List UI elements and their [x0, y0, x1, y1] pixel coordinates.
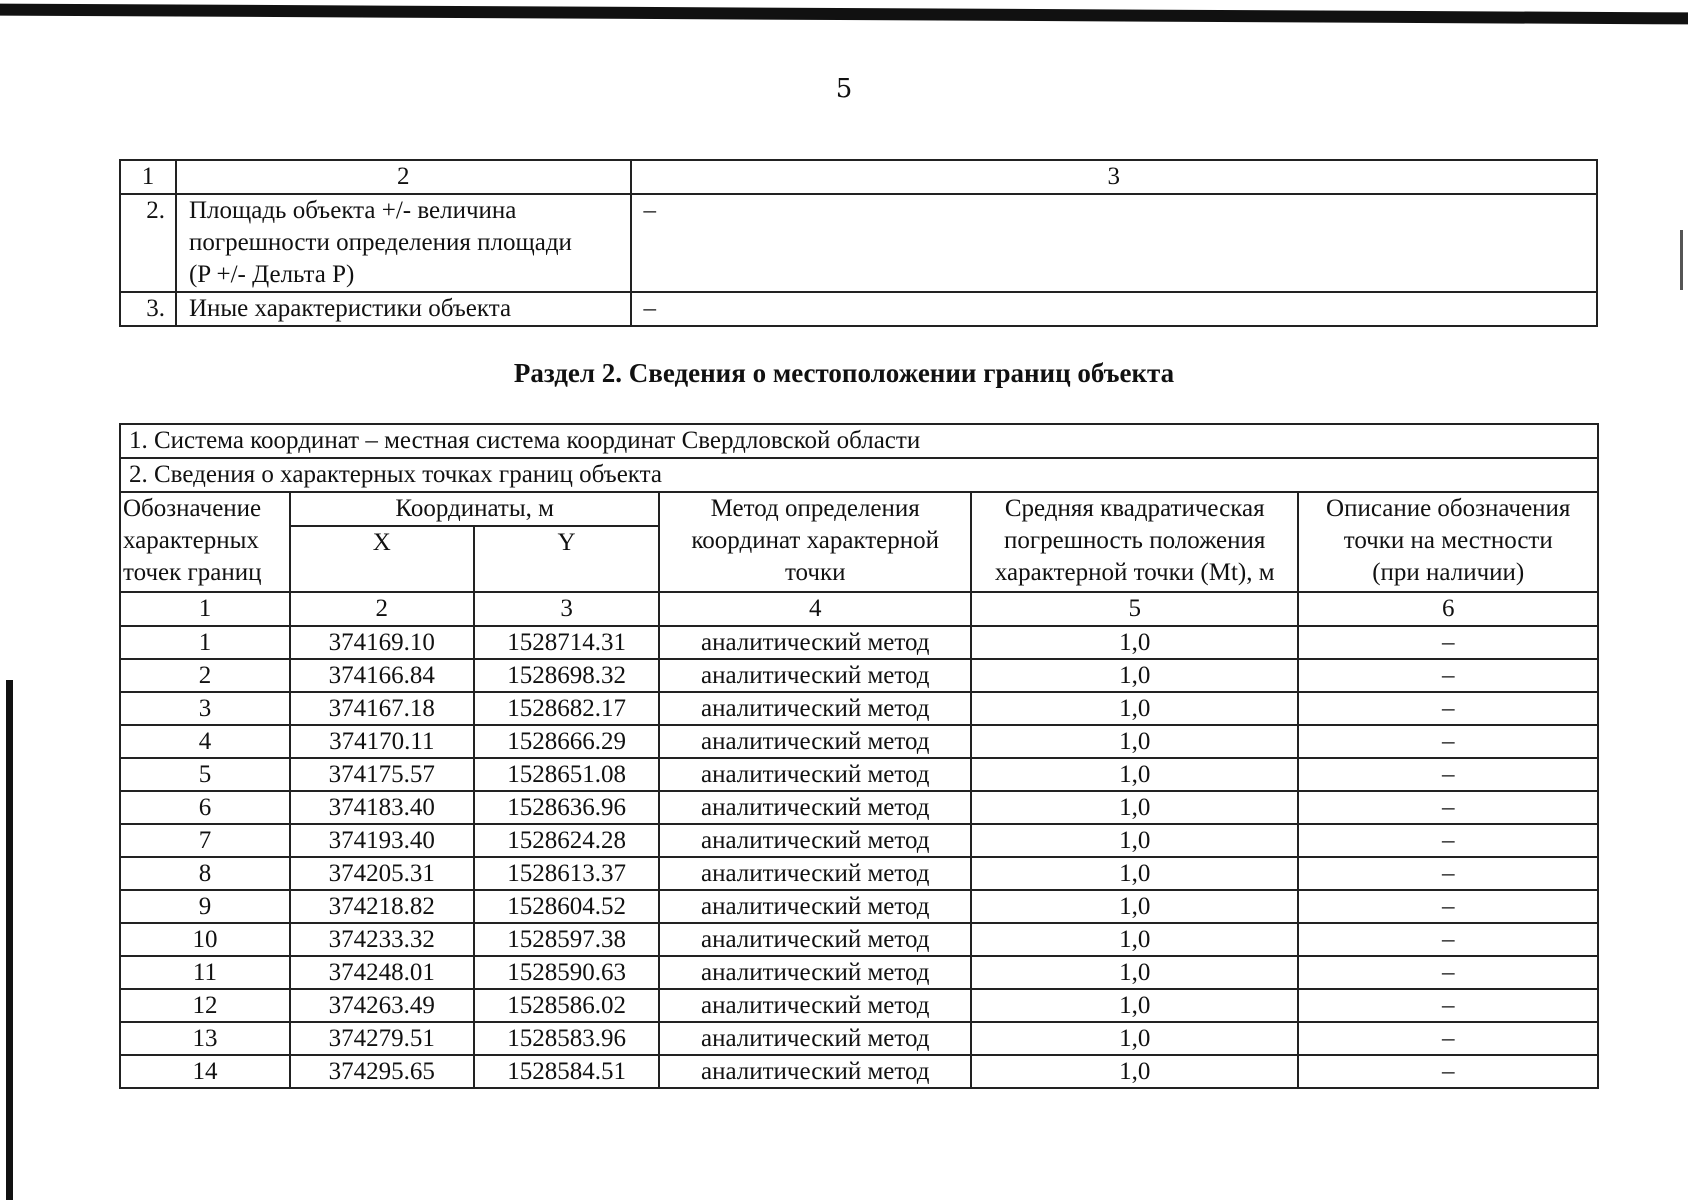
point-description: – — [1298, 626, 1598, 659]
boundary-points-table — [119, 423, 1599, 1089]
method: аналитический метод — [659, 956, 971, 989]
coord-x: 374263.49 — [290, 989, 474, 1022]
mean-square-error: 1,0 — [971, 824, 1298, 857]
point-id: 8 — [120, 857, 290, 890]
point-id: 11 — [120, 956, 290, 989]
table-row — [120, 1022, 1598, 1055]
method: аналитический метод — [659, 692, 971, 725]
header-line: координат характерной — [691, 527, 940, 554]
table-row — [120, 725, 1598, 758]
method: аналитический метод — [659, 626, 971, 659]
point-id: 9 — [120, 890, 290, 923]
point-id: 5 — [120, 758, 290, 791]
coord-y: 1528590.63 — [474, 956, 660, 989]
coord-x: 374183.40 — [290, 791, 474, 824]
point-id: 7 — [120, 824, 290, 857]
points-title-row — [120, 458, 1598, 492]
column-number: 1 — [120, 592, 290, 626]
coord-x: 374170.11 — [290, 725, 474, 758]
mean-square-error: 1,0 — [971, 1022, 1298, 1055]
mean-square-error: 1,0 — [971, 956, 1298, 989]
point-id: 4 — [120, 725, 290, 758]
mean-square-error: 1,0 — [971, 890, 1298, 923]
table-row — [120, 824, 1598, 857]
header-line: точки — [784, 559, 846, 586]
coord-y: 1528583.96 — [474, 1022, 660, 1055]
point-description: – — [1298, 1055, 1598, 1088]
characteristic-label — [176, 194, 631, 292]
points-body — [120, 626, 1598, 1088]
coord-x: 374218.82 — [290, 890, 474, 923]
header-line: характерной точки (Mt), м — [994, 559, 1275, 586]
scan-edge-left — [6, 680, 13, 1200]
header-designation — [120, 492, 290, 592]
point-description: – — [1298, 1022, 1598, 1055]
header-line: Обозначение — [123, 495, 262, 522]
header-error — [971, 492, 1298, 592]
table-row — [120, 659, 1598, 692]
coord-x: 374205.31 — [290, 857, 474, 890]
coord-x: 374166.84 — [290, 659, 474, 692]
point-description: – — [1298, 956, 1598, 989]
column-number: 3 — [474, 592, 660, 626]
header-y: Y — [474, 526, 660, 592]
mean-square-error: 1,0 — [971, 857, 1298, 890]
table-row — [120, 758, 1598, 791]
header-line: характерных — [123, 527, 259, 554]
column-number: 4 — [659, 592, 971, 626]
coord-y: 1528666.29 — [474, 725, 660, 758]
method: аналитический метод — [659, 659, 971, 692]
point-description: – — [1298, 989, 1598, 1022]
point-description: – — [1298, 890, 1598, 923]
coord-y: 1528597.38 — [474, 923, 660, 956]
method: аналитический метод — [659, 989, 971, 1022]
coord-y: 1528636.96 — [474, 791, 660, 824]
label-line: Площадь объекта +/- величина — [188, 197, 517, 224]
section-title: Раздел 2. Сведения о местоположении границ объекта — [513, 358, 1175, 388]
point-description: – — [1298, 824, 1598, 857]
header-x: X — [290, 526, 474, 592]
object-characteristics-table — [119, 159, 1598, 327]
point-description: – — [1298, 857, 1598, 890]
table-row — [120, 923, 1598, 956]
coord-y: 1528624.28 — [474, 824, 660, 857]
point-id: 14 — [120, 1055, 290, 1088]
table-row — [120, 956, 1598, 989]
table-row — [120, 194, 1597, 292]
characteristic-value: – — [631, 292, 1598, 326]
header-line: (при наличии) — [1372, 559, 1525, 586]
method: аналитический метод — [659, 725, 971, 758]
method: аналитический метод — [659, 923, 971, 956]
point-id: 1 — [120, 626, 290, 659]
column-number: 6 — [1298, 592, 1598, 626]
point-description: – — [1298, 725, 1598, 758]
coord-y: 1528586.02 — [474, 989, 660, 1022]
header-line: точек границ — [123, 559, 262, 586]
page-number: 5 — [835, 74, 853, 104]
table-row — [120, 292, 1597, 326]
method: аналитический метод — [659, 1055, 971, 1088]
row-number: 2. — [120, 194, 176, 292]
point-id: 3 — [120, 692, 290, 725]
header-coordinates: Координаты, м — [290, 492, 660, 526]
method: аналитический метод — [659, 890, 971, 923]
point-description: – — [1298, 692, 1598, 725]
coord-x: 374279.51 — [290, 1022, 474, 1055]
scan-edge-top — [0, 4, 1688, 25]
coord-y: 1528604.52 — [474, 890, 660, 923]
row-number: 3. — [120, 292, 176, 326]
coord-y: 1528584.51 — [474, 1055, 660, 1088]
mean-square-error: 1,0 — [971, 626, 1298, 659]
table-row — [120, 791, 1598, 824]
column-number: 5 — [971, 592, 1298, 626]
coord-y: 1528698.32 — [474, 659, 660, 692]
method: аналитический метод — [659, 758, 971, 791]
point-id: 10 — [120, 923, 290, 956]
column-numbers-row — [120, 592, 1598, 626]
coord-y: 1528682.17 — [474, 692, 660, 725]
characteristic-label — [176, 292, 631, 326]
mean-square-error: 1,0 — [971, 659, 1298, 692]
point-id: 2 — [120, 659, 290, 692]
coord-y: 1528651.08 — [474, 758, 660, 791]
table-1-header-cell: 3 — [631, 160, 1598, 194]
coord-x: 374193.40 — [290, 824, 474, 857]
header-line: Метод определения — [710, 495, 920, 522]
header-line: Описание обозначения — [1326, 495, 1571, 522]
point-description: – — [1298, 758, 1598, 791]
point-description: – — [1298, 791, 1598, 824]
label-line: погрешности определения площади — [188, 229, 572, 256]
coord-x: 374175.57 — [290, 758, 474, 791]
table-1-header-cell: 1 — [120, 160, 176, 194]
point-description: – — [1298, 923, 1598, 956]
label-line: (P +/- Дельта P) — [188, 261, 355, 288]
label-line: Иные характеристики объекта — [188, 295, 512, 322]
method: аналитический метод — [659, 791, 971, 824]
point-id: 6 — [120, 791, 290, 824]
table-1-header-cell: 2 — [176, 160, 631, 194]
mean-square-error: 1,0 — [971, 1055, 1298, 1088]
points-title: 2. Сведения о характерных точках границ объекта — [120, 458, 1598, 492]
point-id: 12 — [120, 989, 290, 1022]
mean-square-error: 1,0 — [971, 725, 1298, 758]
table-row — [120, 1055, 1598, 1088]
table-1-header-row — [120, 160, 1597, 194]
table-row — [120, 626, 1598, 659]
coord-system: 1. Система координат – местная система координат Свердловской области — [120, 424, 1598, 458]
mean-square-error: 1,0 — [971, 923, 1298, 956]
characteristic-value: – — [631, 194, 1598, 292]
header-line: Средняя квадратическая — [1004, 495, 1265, 522]
point-id: 13 — [120, 1022, 290, 1055]
mean-square-error: 1,0 — [971, 758, 1298, 791]
coord-x: 374248.01 — [290, 956, 474, 989]
method: аналитический метод — [659, 857, 971, 890]
header-description — [1298, 492, 1598, 592]
table-row — [120, 890, 1598, 923]
coord-x: 374167.18 — [290, 692, 474, 725]
header-row — [120, 492, 1598, 526]
coord-x: 374169.10 — [290, 626, 474, 659]
table-row — [120, 692, 1598, 725]
header-method — [659, 492, 971, 592]
coord-x: 374233.32 — [290, 923, 474, 956]
coord-system-row — [120, 424, 1598, 458]
column-number: 2 — [290, 592, 474, 626]
table-row — [120, 989, 1598, 1022]
table-row — [120, 857, 1598, 890]
header-line: точки на местности — [1343, 527, 1553, 554]
point-description: – — [1298, 659, 1598, 692]
method: аналитический метод — [659, 824, 971, 857]
coord-x: 374295.65 — [290, 1055, 474, 1088]
method: аналитический метод — [659, 1022, 971, 1055]
header-line: погрешность положения — [1004, 527, 1266, 554]
scan-edge-right — [1680, 230, 1683, 290]
coord-y: 1528613.37 — [474, 857, 660, 890]
coord-y: 1528714.31 — [474, 626, 660, 659]
mean-square-error: 1,0 — [971, 989, 1298, 1022]
mean-square-error: 1,0 — [971, 692, 1298, 725]
mean-square-error: 1,0 — [971, 791, 1298, 824]
